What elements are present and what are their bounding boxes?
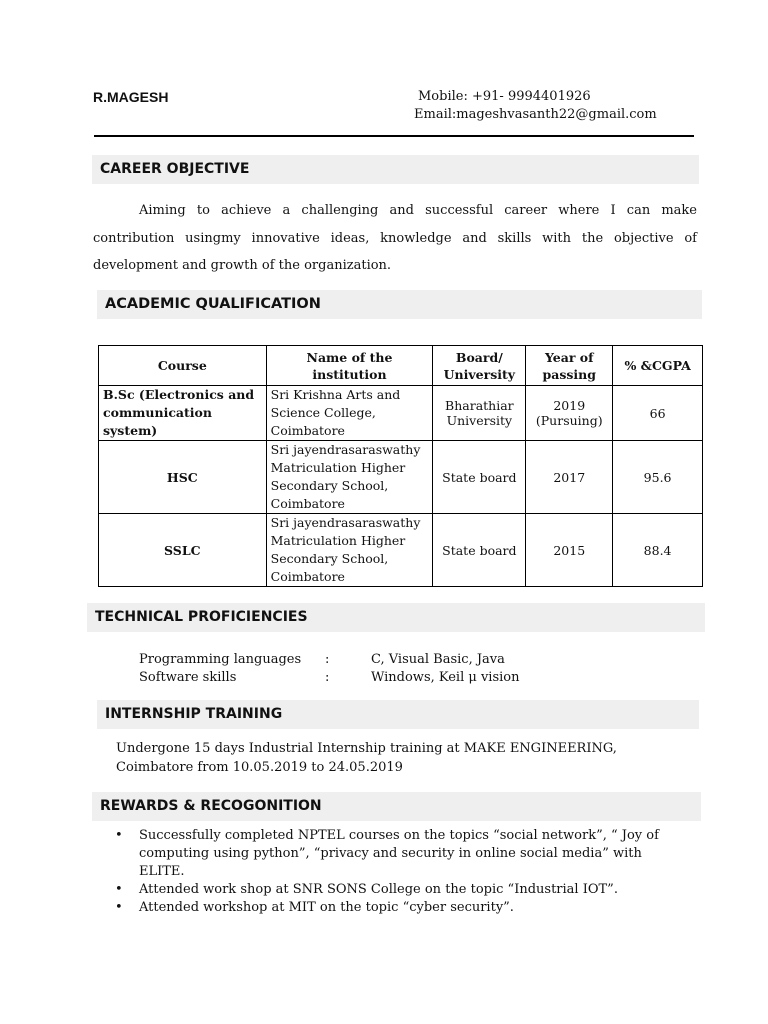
header-divider (94, 135, 694, 137)
list-item (112, 881, 672, 899)
reward-text: Attended work shop at SNR SONS College on the topic “Industrial IOT”. (139, 882, 618, 897)
skill-value: C, Visual Basic, Java (371, 652, 505, 667)
career-objective-body: Aiming to achieve a challenging and successful career where I can make contribution usingmy innovative ideas, knowledge and skills with the objective of development and growth of the organization. (93, 203, 697, 273)
table-row (99, 386, 703, 441)
board-cell: State board (433, 514, 526, 587)
section-internship-training: INTERNSHIP TRAINING (97, 700, 699, 729)
bullet-icon: • (115, 900, 123, 915)
header-course: Course (99, 346, 267, 386)
institution-cell: Sri jayendrasaraswathy Matriculation Higher Secondary School, Coimbatore (266, 514, 433, 587)
header-year: Year of passing (526, 346, 613, 386)
skill-label: Programming languages (139, 652, 302, 667)
section-career-objective: CAREER OBJECTIVE (92, 155, 699, 184)
year-cell: 2019 (Pursuing) (526, 386, 613, 441)
course-cell: SSLC (99, 514, 267, 587)
table-header-row (99, 346, 703, 386)
list-item (112, 899, 672, 917)
course-cell: HSC (99, 441, 267, 514)
career-objective-text (93, 197, 697, 280)
course-cell: B.Sc (Electronics and communication system) (99, 386, 267, 441)
board-cell: Bharathiar University (433, 386, 526, 441)
skill-value: Windows, Keil μ vision (371, 670, 520, 685)
year-cell: 2017 (526, 441, 613, 514)
rewards-list (112, 827, 672, 917)
email-address: Email:mageshvasanth22@gmail.com (414, 107, 657, 122)
mobile-number: Mobile: +91- 9994401926 (418, 89, 591, 104)
institution-cell: Sri Krishna Arts and Science College, Coimbatore (266, 386, 433, 441)
list-item (112, 827, 672, 881)
table-row (99, 441, 703, 514)
skill-separator: : (325, 670, 330, 685)
section-rewards: REWARDS & RECOGONITION (92, 792, 701, 821)
skill-separator: : (325, 652, 330, 667)
academic-table (98, 345, 703, 587)
section-technical-proficiencies: TECHNICAL PROFICIENCIES (87, 603, 705, 632)
year-cell: 2015 (526, 514, 613, 587)
section-academic-qualification: ACADEMIC QUALIFICATION (97, 290, 702, 319)
board-cell: State board (433, 441, 526, 514)
header-score: % &CGPA (613, 346, 703, 386)
reward-text: Successfully completed NPTEL courses on the topics “social network”, “ Joy of computing using python”, “privacy and security in online social media” with ELITE. (139, 828, 659, 879)
score-cell: 66 (613, 386, 703, 441)
bullet-icon: • (115, 828, 123, 843)
reward-text: Attended workshop at MIT on the topic “cyber security”. (139, 900, 514, 915)
internship-text: Undergone 15 days Industrial Internship training at MAKE ENGINEERING, Coimbatore from 10.05.2019 to 24.05.2019 (116, 741, 617, 775)
score-cell: 88.4 (613, 514, 703, 587)
candidate-name: R.MAGESH (93, 89, 169, 105)
bullet-icon: • (115, 882, 123, 897)
score-cell: 95.6 (613, 441, 703, 514)
skill-label: Software skills (139, 670, 237, 685)
header-institution: Name of the institution (266, 346, 433, 386)
header-board: Board/ University (433, 346, 526, 386)
institution-cell: Sri jayendrasaraswathy Matriculation Higher Secondary School, Coimbatore (266, 441, 433, 514)
table-row (99, 514, 703, 587)
